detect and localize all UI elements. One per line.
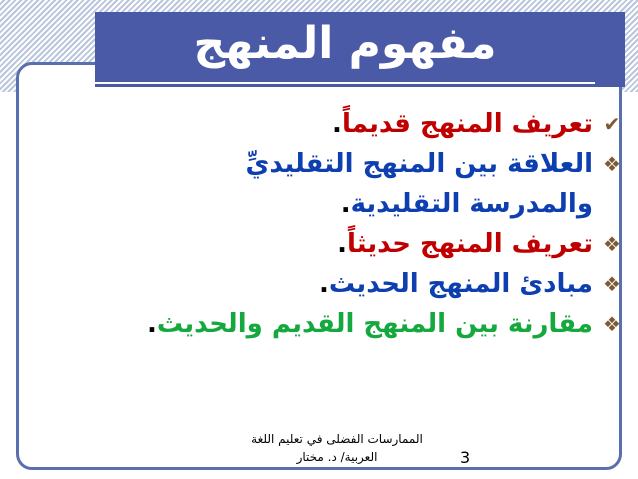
- diamond-bullet-icon: ❖: [603, 272, 621, 296]
- bullet-item-principles: [120, 264, 625, 304]
- bullet-period: .: [319, 269, 329, 299]
- diamond-bullet-icon: ❖: [603, 152, 621, 176]
- footer-line-2: العربية/ د. مختار: [296, 450, 378, 464]
- page-number: 3: [460, 448, 471, 467]
- footer-text: [232, 430, 442, 466]
- bullet-period: .: [340, 189, 351, 219]
- diamond-bullet-icon: ❖: [603, 312, 621, 336]
- checkmark-icon: ✔: [603, 112, 621, 136]
- bullet-text: تعريف المنهج قديماً: [341, 109, 593, 139]
- bullet-period: .: [337, 229, 348, 259]
- bullet-item-old-definition: [120, 104, 625, 144]
- footer-line-1: الممارسات الفضلى في تعليم اللغة: [251, 432, 423, 446]
- bullet-item-comparison: [120, 304, 625, 344]
- diamond-bullet-icon: ❖: [603, 232, 621, 256]
- bullet-text: العلاقة بين المنهج التقليديِّ والمدرسة التقليدية: [245, 149, 593, 219]
- bullet-text: مقارنة بين المنهج القديم والحديث: [156, 309, 593, 339]
- bullet-list: [120, 104, 625, 344]
- bullet-period: .: [332, 109, 342, 139]
- bullet-item-relationship: [120, 144, 625, 224]
- bullet-text: مبادئ المنهج الحديث: [328, 269, 593, 299]
- bullet-text: تعريف المنهج حديثاً: [347, 229, 593, 259]
- title-underline: [95, 82, 595, 84]
- slide-title: مفهوم المنهج: [193, 18, 497, 69]
- bullet-period: .: [147, 309, 157, 339]
- bullet-item-modern-definition: [120, 224, 625, 264]
